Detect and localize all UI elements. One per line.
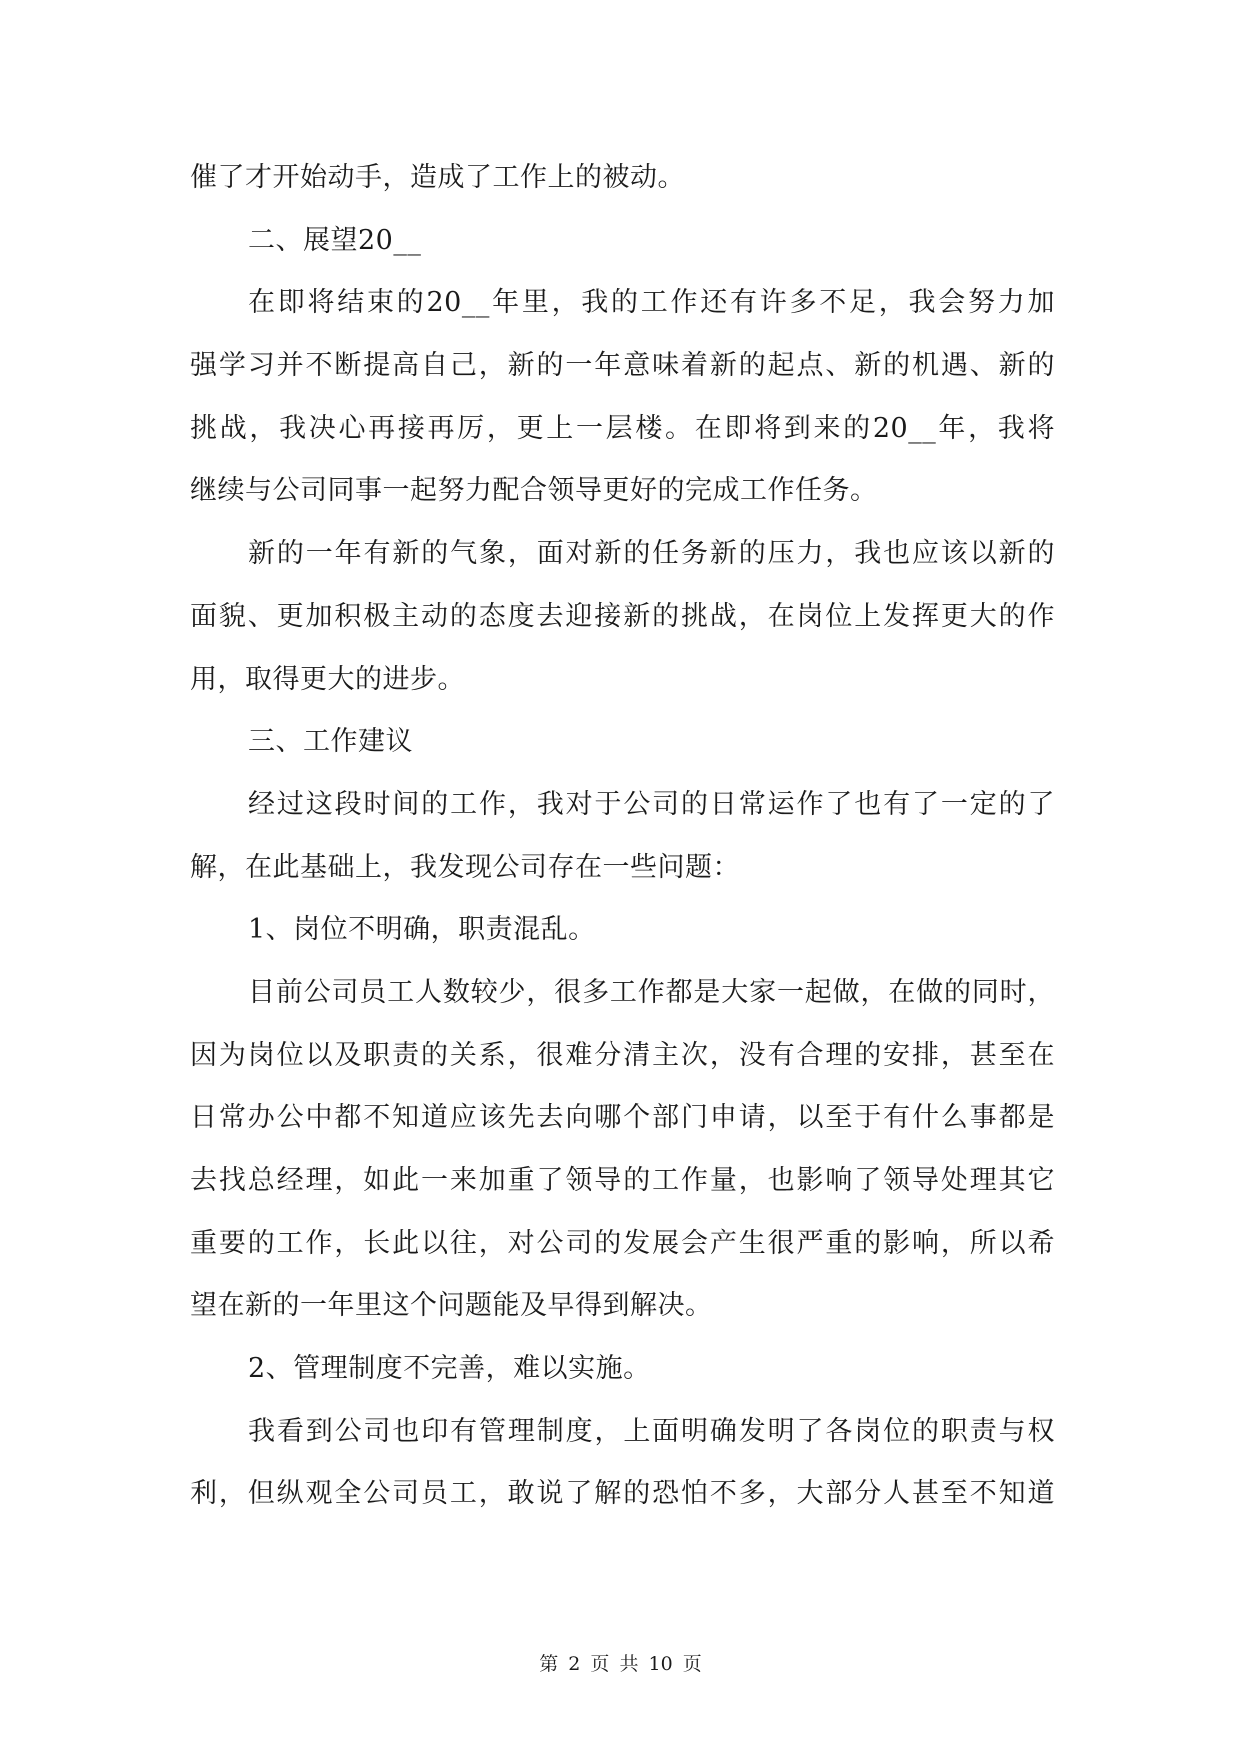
text-line: 在即将结束的20__年里，我的工作还有许多不足，我会努力加 bbox=[248, 287, 1055, 319]
text-line: 2、管理制度不完善，难以实施。 bbox=[248, 1353, 651, 1385]
text-line: 望在新的一年里这个问题能及早得到解决。 bbox=[190, 1290, 713, 1322]
text-line: 重要的工作，长此以往，对公司的发展会产生很严重的影响，所以希 bbox=[190, 1227, 1055, 1259]
text-line: 继续与公司同事一起努力配合领导更好的完成工作任务。 bbox=[190, 475, 878, 507]
text-line: 目前公司员工人数较少，很多工作都是大家一起做，在做的同时， bbox=[248, 976, 1055, 1008]
text-line: 日常办公中都不知道应该先去向哪个部门申请，以至于有什么事都是 bbox=[190, 1102, 1055, 1134]
text-line: 新的一年有新的气象，面对新的任务新的压力，我也应该以新的 bbox=[248, 538, 1055, 570]
document-body bbox=[190, 158, 1055, 1537]
text-line: 解，在此基础上，我发现公司存在一些问题： bbox=[190, 851, 740, 883]
text-line: 挑战，我决心再接再厉，更上一层楼。在即将到来的20__年，我将 bbox=[190, 412, 1055, 444]
text-line: 1、岗位不明确，职责混乱。 bbox=[248, 914, 596, 946]
text-line: 强学习并不断提高自己，新的一年意味着新的起点、新的机遇、新的 bbox=[190, 350, 1055, 382]
text-line: 因为岗位以及职责的关系，很难分清主次，没有合理的安排，甚至在 bbox=[190, 1039, 1055, 1071]
page-footer: 第 2 页 共 10 页 bbox=[539, 1653, 702, 1675]
text-line: 用，取得更大的进步。 bbox=[190, 663, 465, 695]
text-line: 面貌、更加积极主动的态度去迎接新的挑战，在岗位上发挥更大的作 bbox=[190, 600, 1055, 632]
text-line: 我看到公司也印有管理制度，上面明确发明了各岗位的职责与权 bbox=[248, 1415, 1055, 1447]
text-line: 去找总经理，如此一来加重了领导的工作量，也影响了领导处理其它 bbox=[190, 1165, 1055, 1196]
text-line: 经过这段时间的工作，我对于公司的日常运作了也有了一定的了 bbox=[248, 788, 1055, 820]
text-line: 三、工作建议 bbox=[248, 726, 413, 758]
text-line: 利，但纵观全公司员工，敢说了解的恐怕不多，大部分人甚至不知道 bbox=[190, 1478, 1055, 1510]
text-line: 二、展望20__ bbox=[248, 224, 422, 256]
text-line: 催了才开始动手，造成了工作上的被动。 bbox=[190, 162, 685, 193]
